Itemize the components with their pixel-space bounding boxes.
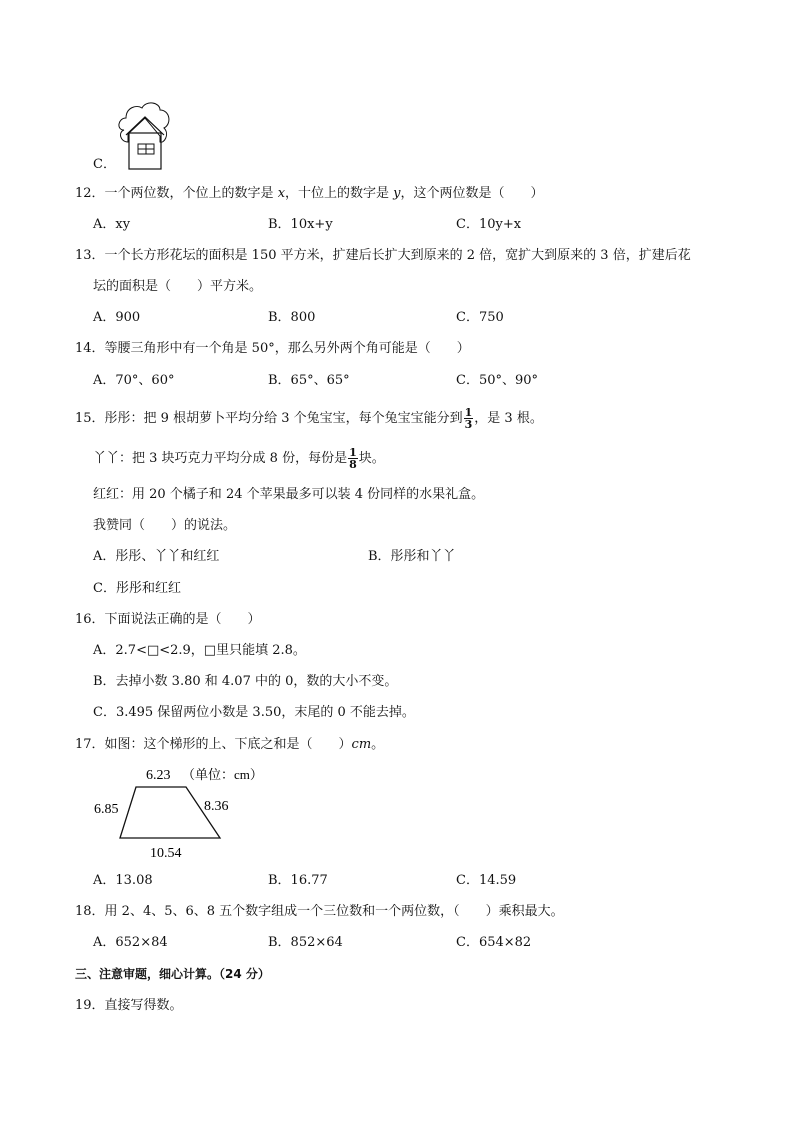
q12-option-c[interactable]: C．10y+x xyxy=(456,217,522,232)
q15-line1: 15．彤彤：把 9 根胡萝卜平均分给 3 个兔宝宝，每个兔宝宝能分到 $\frac{1}{3}$ ，是 3 根。 xyxy=(75,406,543,431)
q15-option-a[interactable]: A．彤彤、丫丫和红红 xyxy=(93,549,220,564)
q16-option-a[interactable]: A．2.7<□<2.9，□里只能填 2.8。 xyxy=(93,643,306,658)
house-icon[interactable] xyxy=(114,100,176,172)
trapezoid-unit-note: （单位：cm） xyxy=(182,767,263,782)
q17-option-a[interactable]: A．13.08 xyxy=(93,873,153,888)
q14-option-b[interactable]: B．65°、65° xyxy=(268,373,350,388)
q15-line3: 红红：用 20 个橘子和 24 个苹果最多可以装 4 份同样的水果礼盒。 xyxy=(93,487,485,502)
q14-stem: 14．等腰三角形中有一个角是 50°，那么另外两个角可能是（ ） xyxy=(75,341,470,356)
q11-option-c[interactable]: C． xyxy=(93,157,116,172)
q17-stem: 17．如图：这个梯形的上、下底之和是（ ）cm。 xyxy=(75,737,385,752)
trapezoid-right-label: 8.36 xyxy=(204,799,229,814)
q12-option-b[interactable]: B．10x+y xyxy=(268,217,333,232)
q18-option-b[interactable]: B．852×64 xyxy=(268,935,343,950)
q16-option-c[interactable]: C．3.495 保留两位小数是 3.50，末尾的 0 不能去掉。 xyxy=(93,705,415,720)
q18-option-c[interactable]: C．654×82 xyxy=(456,935,532,950)
q15-line4: 我赞同（ ）的说法。 xyxy=(93,518,237,533)
q16-stem: 16．下面说法正确的是（ ） xyxy=(75,612,261,627)
q13-stem-line1: 13．一个长方形花坛的面积是 150 平方米，扩建后长扩大到原来的 2 倍，宽扩大到原来的 3 倍，扩建后花 xyxy=(75,248,691,263)
trapezoid-left-label: 6.85 xyxy=(94,802,119,817)
q17-option-b[interactable]: B．16.77 xyxy=(268,873,328,888)
q14-option-c[interactable]: C．50°、90° xyxy=(456,373,539,388)
q13-stem-line2: 坛的面积是（ ）平方米。 xyxy=(93,279,263,294)
q18-stem: 18．用 2、4、5、6、8 五个数字组成一个三位数和一个两位数，（ ）乘积最大。 xyxy=(75,904,564,919)
q15-line2: 丫丫：把 3 块巧克力平均分成 8 份，每份是 $\frac{1}{8}$ 块。 xyxy=(93,446,385,471)
fraction-one-eighth: $\frac{1}{8}$ xyxy=(349,446,357,471)
q19-stem: 19．直接写得数。 xyxy=(75,998,183,1013)
q13-option-c[interactable]: C．750 xyxy=(456,310,504,325)
q12-stem: 12．一个两位数，个位上的数字是 x，十位上的数字是 y，这个两位数是（ ） xyxy=(75,186,544,201)
section-3-title: 三、注意审题，细心计算。（24 分） xyxy=(75,967,270,981)
trapezoid-figure xyxy=(88,760,288,866)
q17-option-c[interactable]: C．14.59 xyxy=(456,873,517,888)
q12-option-a[interactable]: A．xy xyxy=(93,217,131,232)
q18-option-a[interactable]: A．652×84 xyxy=(93,935,168,950)
q15-option-c[interactable]: C．彤彤和红红 xyxy=(93,581,181,596)
q15-option-b[interactable]: B．彤彤和丫丫 xyxy=(368,549,456,564)
q14-option-a[interactable]: A．70°、60° xyxy=(93,373,175,388)
q13-option-b[interactable]: B．800 xyxy=(268,310,316,325)
trapezoid-top-label: 6.23 xyxy=(146,768,171,783)
trapezoid-bottom-label: 10.54 xyxy=(150,846,182,861)
q13-option-a[interactable]: A．900 xyxy=(93,310,141,325)
q16-option-b[interactable]: B．去掉小数 3.80 和 4.07 中的 0，数的大小不变。 xyxy=(93,674,398,689)
fraction-one-third: $\frac{1}{3}$ xyxy=(464,406,473,431)
